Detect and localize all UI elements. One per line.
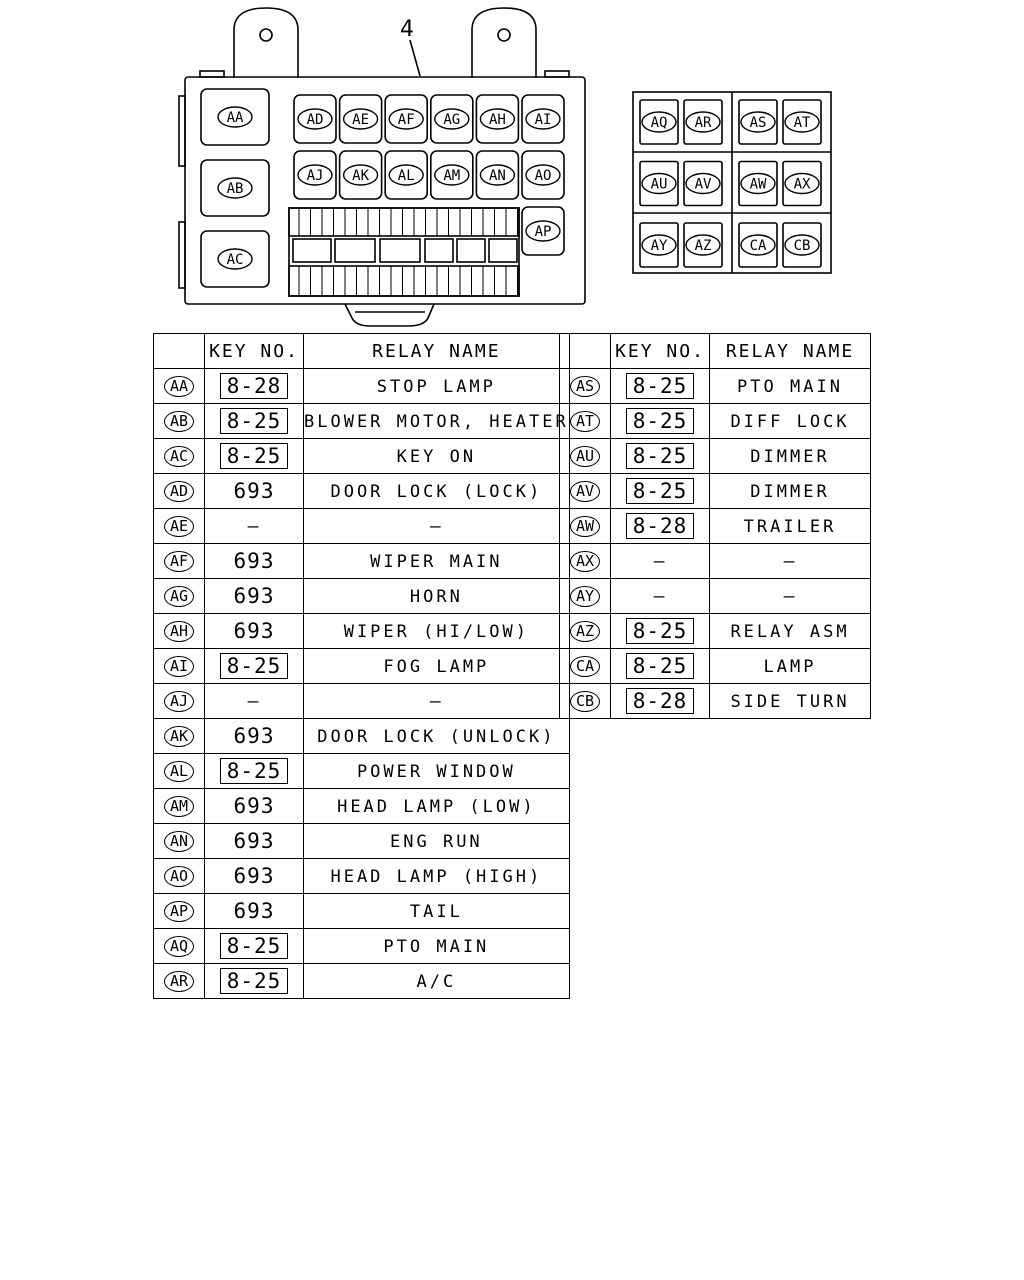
relay-key-cell (154, 684, 205, 719)
relay-name-value: FOG LAMP (383, 656, 490, 677)
relay-name-cell (304, 404, 570, 439)
relay-name-cell (710, 649, 871, 684)
table-row (560, 544, 871, 579)
relay-label: AL (397, 168, 415, 184)
relay-key-label: AN (164, 831, 194, 852)
relay-name-value: DIMMER (750, 481, 830, 502)
relay-key-cell (560, 649, 611, 684)
table-row (560, 474, 871, 509)
relay-key-cell (154, 579, 205, 614)
relay-key-cell (560, 404, 611, 439)
relay-label: AG (443, 112, 461, 128)
key-no-value: 693 (233, 794, 275, 818)
key-no-value: — (247, 690, 261, 712)
relay-key-cell (560, 579, 611, 614)
key-no-value: 693 (233, 549, 275, 573)
relay-label: AA (226, 110, 244, 126)
relay-key-cell (154, 649, 205, 684)
relay-key-label: AK (164, 726, 194, 747)
relay-key-label: AY (570, 586, 600, 607)
table-row (560, 404, 871, 439)
key-no-cell (611, 474, 710, 509)
relay-name-value: A/C (416, 971, 457, 992)
mounting-ear-left (234, 8, 298, 78)
callout-leader (410, 40, 420, 76)
relay-name-value: DIFF LOCK (730, 411, 850, 432)
key-no-value: — (247, 515, 261, 537)
relay-name-value: PTO MAIN (383, 936, 490, 957)
relay-label: AQ (650, 115, 668, 131)
table-row (154, 369, 570, 404)
table-row (154, 649, 570, 684)
key-no-cell (205, 369, 304, 404)
key-no-value: 8-28 (626, 688, 695, 714)
key-no-value: 693 (233, 724, 275, 748)
header-blank (560, 334, 611, 369)
key-no-cell (205, 404, 304, 439)
table-row (560, 439, 871, 474)
relay-name-cell (304, 439, 570, 474)
relay-label: AW (749, 176, 767, 193)
table-row (154, 614, 570, 649)
table-row (154, 859, 570, 894)
callout-number: 4 (400, 17, 414, 42)
relay-name-value: ENG RUN (390, 831, 483, 852)
key-no-cell (611, 404, 710, 439)
relay-name-cell (710, 474, 871, 509)
relay-name-cell (710, 369, 871, 404)
key-no-cell (205, 964, 304, 999)
header-key-no: KEY NO. (205, 334, 304, 369)
mounting-hole-right (498, 29, 510, 41)
table-row (154, 544, 570, 579)
mounting-ear-right (472, 8, 536, 78)
relay-name-value: DOOR LOCK (LOCK) (330, 481, 543, 502)
key-no-cell (611, 649, 710, 684)
header-blank (154, 334, 205, 369)
mounting-hole-left (260, 29, 272, 41)
relay-label: AN (488, 168, 506, 184)
relay-name-cell (304, 509, 570, 544)
relay-name-cell (710, 509, 871, 544)
relay-name-value: WIPER MAIN (370, 551, 503, 572)
relay-key-label: AW (570, 516, 600, 537)
relay-key-cell (154, 859, 205, 894)
relay-key-label: AP (164, 901, 194, 922)
relay-key-label: AR (164, 971, 194, 992)
relay-key-cell (154, 614, 205, 649)
table-row (560, 649, 871, 684)
relay-label: AR (694, 115, 712, 131)
key-no-cell (205, 684, 304, 719)
relay-name-value: — (783, 550, 797, 572)
relay-name-value: DOOR LOCK (UNLOCK) (317, 726, 556, 747)
relay-key-cell (154, 404, 205, 439)
relay-key-cell (154, 474, 205, 509)
key-no-cell (611, 614, 710, 649)
table-row (154, 754, 570, 789)
key-no-value: — (653, 550, 667, 572)
key-no-value: 8-25 (626, 408, 695, 434)
relay-key-cell (154, 719, 205, 754)
relay-label: AI (534, 112, 552, 128)
relay-name-cell (304, 789, 570, 824)
relay-name-cell (304, 614, 570, 649)
key-no-cell (205, 894, 304, 929)
relay-key-cell (154, 544, 205, 579)
relay-name-value: — (429, 515, 443, 537)
relay-key-label: AM (164, 796, 194, 817)
table-row (560, 509, 871, 544)
relay-key-label: AB (164, 411, 194, 432)
relay-key-cell (154, 509, 205, 544)
key-no-cell (205, 509, 304, 544)
header-relay-name: RELAY NAME (304, 334, 570, 369)
relay-key-label: AQ (164, 936, 194, 957)
relay-key-cell (154, 894, 205, 929)
table-row (560, 369, 871, 404)
relay-name-cell (304, 649, 570, 684)
relay-key-cell (560, 509, 611, 544)
relay-key-label: AJ (164, 691, 194, 712)
key-no-value: 8-25 (220, 408, 289, 434)
relay-key-cell (560, 369, 611, 404)
relay-key-label: AV (570, 481, 600, 502)
key-no-value: — (653, 585, 667, 607)
key-no-value: 8-25 (220, 933, 289, 959)
relay-name-value: BLOWER MOTOR, HEATER (304, 411, 569, 432)
relay-name-value: HORN (409, 586, 463, 607)
relay-key-cell (560, 474, 611, 509)
table-row (560, 579, 871, 614)
relay-label: AK (352, 168, 370, 184)
relay-key-label: AF (164, 551, 194, 572)
table-row (154, 824, 570, 859)
key-no-cell (205, 789, 304, 824)
key-no-cell (611, 509, 710, 544)
table-row (154, 474, 570, 509)
relay-name-cell (304, 684, 570, 719)
relay-name-cell (304, 824, 570, 859)
relay-name-cell (710, 544, 871, 579)
relay-label: AV (694, 176, 712, 193)
table-row (154, 579, 570, 614)
key-no-cell (611, 579, 710, 614)
key-no-value: 693 (233, 899, 275, 923)
relay-name-cell (304, 369, 570, 404)
relay-name-value: HEAD LAMP (HIGH) (330, 866, 543, 887)
relay-name-value: TAIL (409, 901, 463, 922)
key-no-value: 8-25 (220, 653, 289, 679)
key-no-cell (611, 684, 710, 719)
key-no-cell (205, 614, 304, 649)
relay-key-cell (154, 929, 205, 964)
relay-name-value: — (783, 585, 797, 607)
relay-label: AS (749, 115, 767, 131)
relay-label: AD (306, 112, 324, 128)
relay-key-cell (560, 684, 611, 719)
key-no-cell (205, 754, 304, 789)
key-no-cell (205, 474, 304, 509)
relay-name-value: POWER WINDOW (356, 761, 516, 782)
relay-label: AT (793, 115, 811, 131)
relay-name-cell (304, 579, 570, 614)
key-no-value: 8-25 (220, 443, 289, 469)
relay-key-cell (154, 369, 205, 404)
key-no-cell (205, 824, 304, 859)
table-row (560, 614, 871, 649)
relay-key-label: AA (164, 376, 194, 397)
relay-key-label: AH (164, 621, 194, 642)
table-row (154, 964, 570, 999)
relay-key-cell (560, 439, 611, 474)
relay-label: CB (793, 238, 811, 254)
key-no-value: 693 (233, 479, 275, 503)
relay-key-cell (560, 614, 611, 649)
relay-label: AC (226, 252, 244, 268)
relay-label: AZ (694, 238, 712, 254)
key-no-value: 8-28 (220, 373, 289, 399)
relay-name-cell (304, 894, 570, 929)
relay-name-value: LAMP (763, 656, 817, 677)
table-row (154, 684, 570, 719)
relay-key-cell (154, 439, 205, 474)
key-no-value: 8-25 (220, 758, 289, 784)
relay-name-cell (304, 929, 570, 964)
key-no-value: 693 (233, 619, 275, 643)
relay-table-left (153, 333, 570, 999)
relay-key-label: CA (570, 656, 600, 677)
key-no-cell (205, 929, 304, 964)
relay-key-label: AE (164, 516, 194, 537)
relay-key-label: AI (164, 656, 194, 677)
relay-label: AO (534, 168, 552, 184)
table-row (154, 719, 570, 754)
relay-label: AX (793, 176, 811, 193)
key-no-cell (205, 439, 304, 474)
relay-name-cell (304, 474, 570, 509)
relay-name-value: DIMMER (750, 446, 830, 467)
table-row (154, 894, 570, 929)
table-row (154, 439, 570, 474)
key-no-value: 8-28 (626, 513, 695, 539)
relay-name-value: TRAILER (743, 516, 837, 537)
key-no-value: 693 (233, 584, 275, 608)
key-no-value: 8-25 (626, 653, 695, 679)
table-row (154, 929, 570, 964)
relay-name-value: HEAD LAMP (LOW) (337, 796, 536, 817)
relay-name-cell (710, 579, 871, 614)
relay-label: AF (397, 112, 415, 128)
relay-key-cell (154, 789, 205, 824)
table-row (154, 789, 570, 824)
relay-key-label: AD (164, 481, 194, 502)
table-row (560, 684, 871, 719)
relay-key-label: AG (164, 586, 194, 607)
relay-key-label: AT (570, 411, 600, 432)
key-no-cell (205, 859, 304, 894)
relay-key-label: AS (570, 376, 600, 397)
relay-key-cell (154, 824, 205, 859)
relay-key-cell (154, 754, 205, 789)
key-no-cell (205, 544, 304, 579)
table-row (154, 404, 570, 439)
key-no-cell (205, 579, 304, 614)
relay-name-cell (304, 859, 570, 894)
key-no-cell (611, 544, 710, 579)
relay-key-label: AC (164, 446, 194, 467)
key-no-value: 8-25 (626, 478, 695, 504)
relay-label: AY (650, 238, 668, 254)
relay-key-cell (560, 544, 611, 579)
relay-name-cell (304, 964, 570, 999)
key-no-cell (205, 719, 304, 754)
key-no-cell (611, 369, 710, 404)
key-no-cell (205, 649, 304, 684)
key-no-cell (611, 439, 710, 474)
relay-name-value: WIPER (HI/LOW) (343, 621, 529, 642)
header-key-no: KEY NO. (611, 334, 710, 369)
relay-name-cell (710, 684, 871, 719)
relay-name-cell (710, 614, 871, 649)
relay-name-cell (710, 404, 871, 439)
relay-key-label: AU (570, 446, 600, 467)
relay-label: AB (226, 181, 244, 197)
relay-label: AE (352, 112, 370, 128)
relay-name-value: KEY ON (396, 446, 477, 467)
relay-label: AM (443, 168, 461, 184)
relay-name-value: PTO MAIN (737, 376, 843, 397)
key-no-value: 8-25 (220, 968, 289, 994)
relay-name-cell (304, 719, 570, 754)
fuse-box-diagram (0, 0, 1024, 330)
key-no-value: 693 (233, 864, 275, 888)
relay-label: AJ (306, 168, 324, 184)
relay-table-right (559, 333, 871, 719)
relay-key-cell (154, 964, 205, 999)
relay-name-value: RELAY ASM (730, 621, 850, 642)
relay-name-cell (304, 544, 570, 579)
relay-key-label: CB (570, 691, 600, 712)
header-relay-name: RELAY NAME (710, 334, 871, 369)
relay-key-label: AO (164, 866, 194, 887)
relay-key-label: AZ (570, 621, 600, 642)
relay-key-label: AL (164, 761, 194, 782)
relay-name-value: — (429, 690, 443, 712)
table-row (154, 509, 570, 544)
relay-label: AP (534, 224, 552, 240)
relay-label: CA (749, 238, 767, 254)
relay-name-value: SIDE TURN (730, 691, 850, 712)
relay-name-cell (710, 439, 871, 474)
relay-label: AU (650, 176, 668, 193)
relay-label: AH (488, 112, 506, 128)
key-no-value: 693 (233, 829, 275, 853)
key-no-value: 8-25 (626, 373, 695, 399)
key-no-value: 8-25 (626, 443, 695, 469)
relay-name-value: STOP LAMP (376, 376, 496, 397)
relay-name-cell (304, 754, 570, 789)
key-no-value: 8-25 (626, 618, 695, 644)
relay-key-label: AX (570, 551, 600, 572)
